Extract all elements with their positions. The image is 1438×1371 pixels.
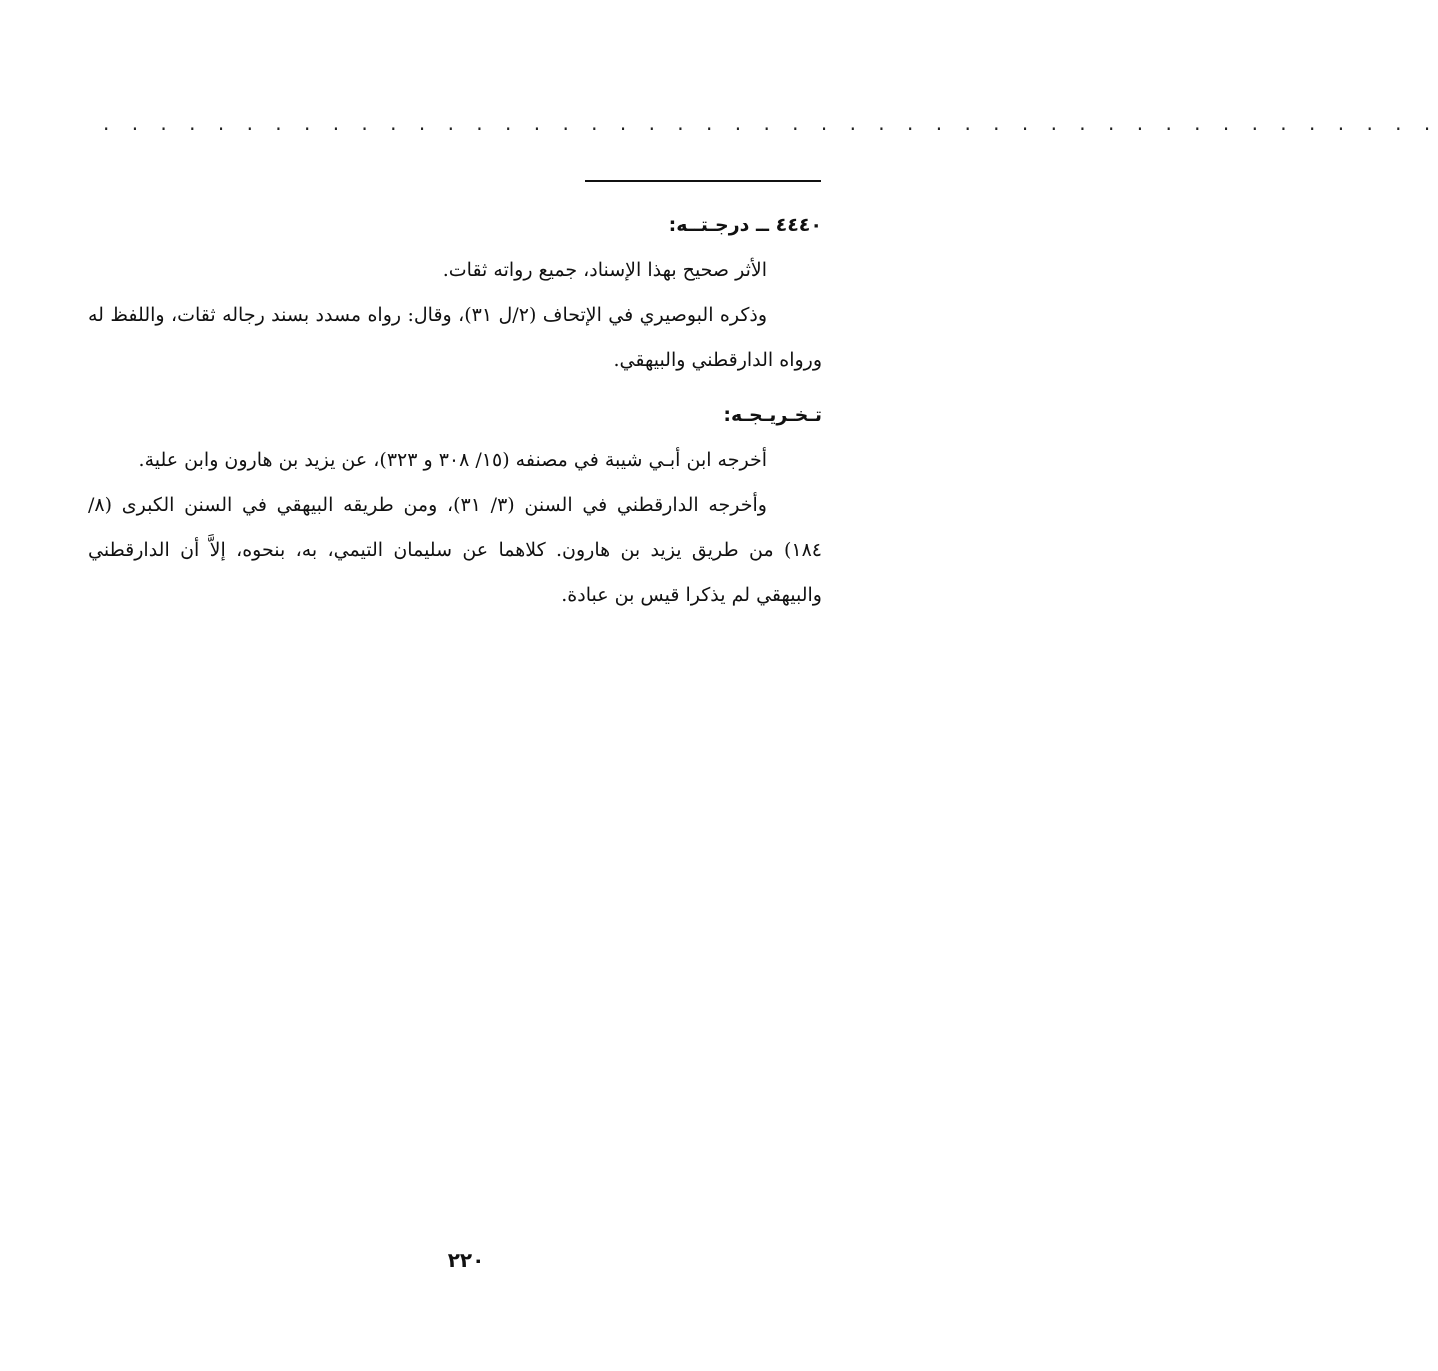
takhrij-paragraph-2: وأخرجه الدارقطني في السنن (٣/ ٣١)، ومن طريقه البيهقي في السنن الكبرى (٨/ ١٨٤) من طريق يزيد بن هارون. كلاهما عن سليمان التيمي، به، بنحوه، إلاَّ أن الدارقطني والبيهقي لم يذكرا قيس بن عبادة.	[88, 494, 822, 606]
main-text	[88, 203, 822, 618]
takhrij-heading: تـخـريـجـه:	[723, 404, 822, 426]
grade-paragraph-1: الأثر صحيح بهذا الإسناد، جميع رواته ثقات.	[442, 259, 767, 281]
grade-heading: ٤٤٤٠ ــ درجـتــه:	[668, 214, 822, 236]
takhrij-paragraph-1: أخرجه ابن أبـي شيبة في مصنفه (١٥/ ٣٠٨ و ٣٢٣)، عن يزيد بن هارون وابن علية.	[138, 449, 767, 471]
page-number: ٢٢٠	[447, 1248, 485, 1272]
footnote-rule	[585, 180, 821, 182]
grade-paragraph-2: وذكره البوصيري في الإتحاف (٢/ل ٣١)، وقال: رواه مسدد بسند رجاله ثقات، واللفظ له ورواه الدارقطني والبيهقي.	[88, 304, 822, 371]
dotted-separator: · · · · · · · · · · · · · · · · · · · · · · · · · · · · · · · · · · · · · · · · · · · · · · ·	[103, 117, 1438, 141]
